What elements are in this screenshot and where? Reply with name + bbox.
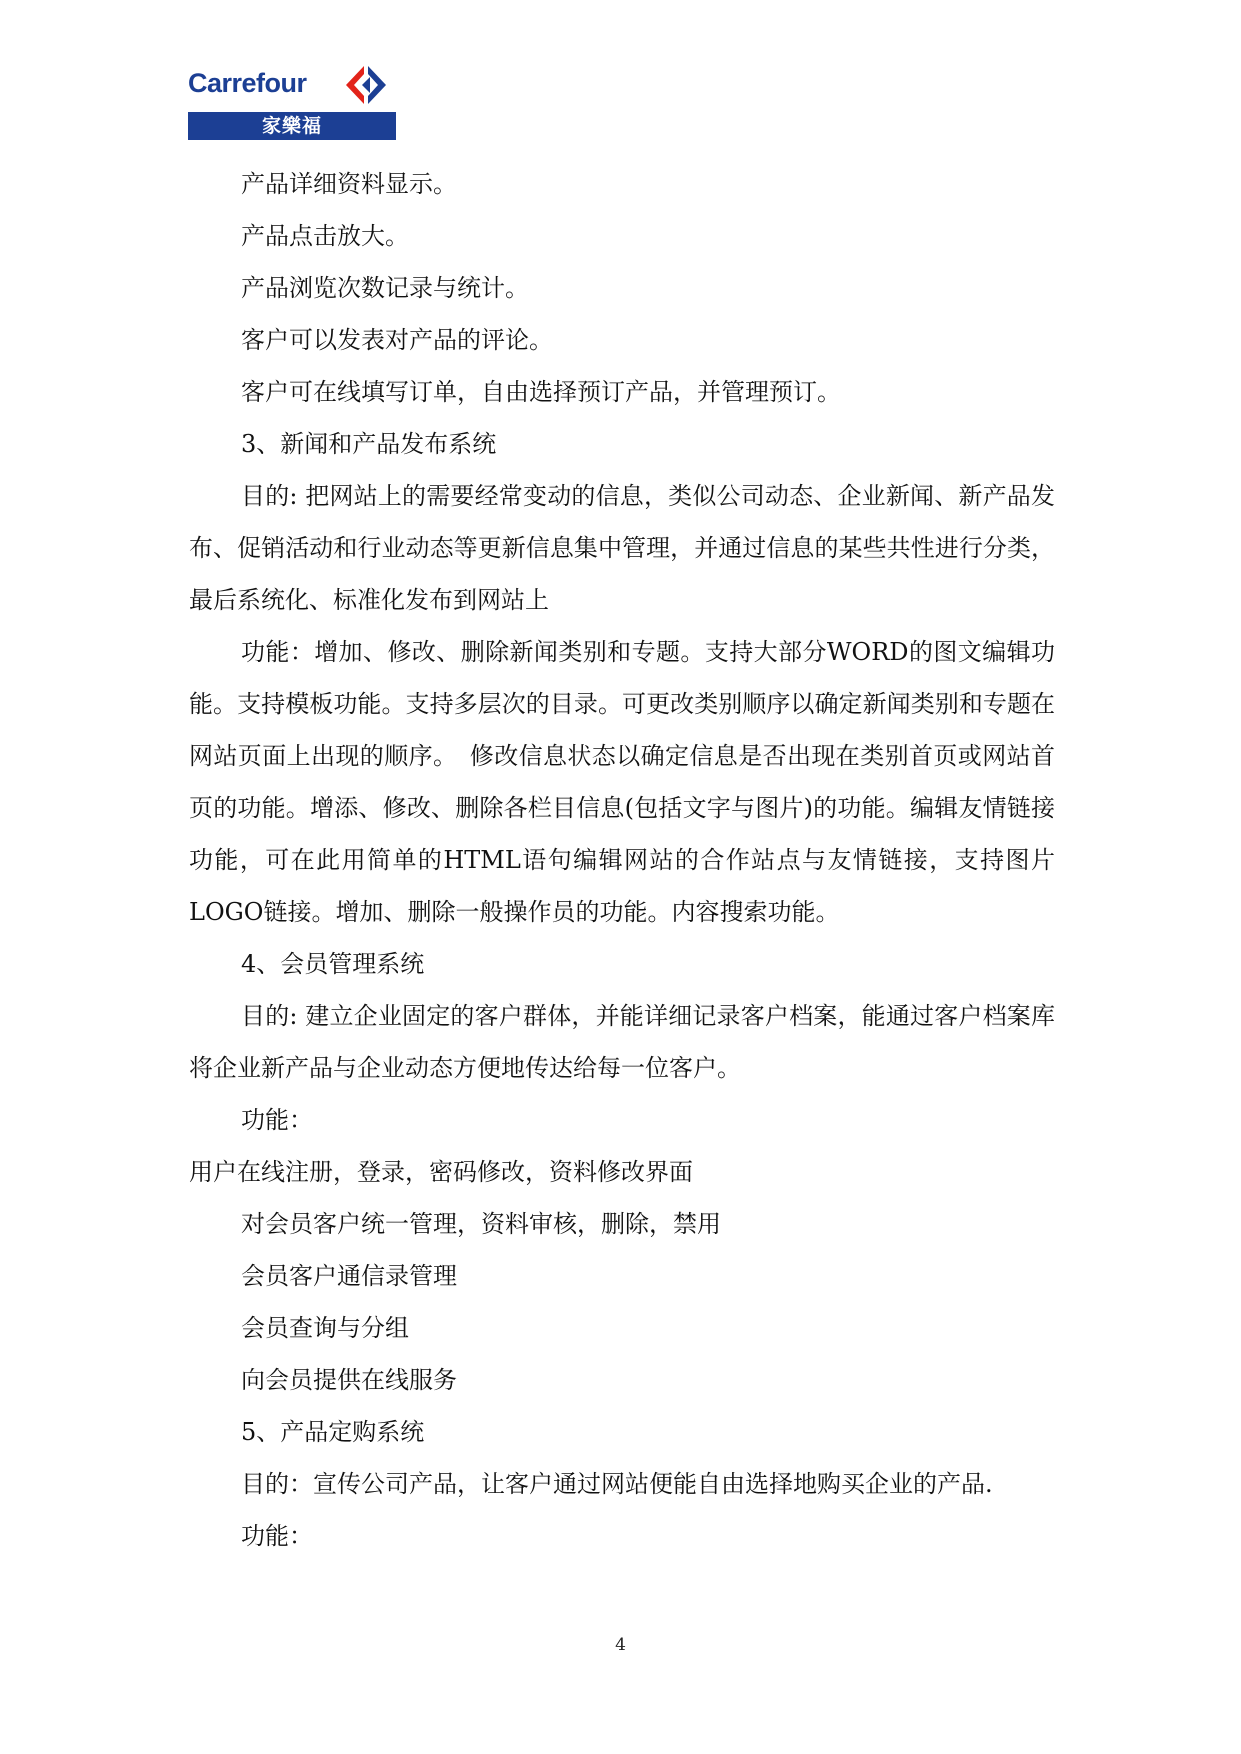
section-heading: 4、会员管理系统 bbox=[241, 950, 425, 978]
paragraph: 目的：宣传公司产品，让客户通过网站便能自由选择地购买企业的产品. bbox=[241, 1470, 993, 1498]
paragraph: 功能： bbox=[241, 1106, 313, 1134]
paragraph: 目的: 建立企业固定的客户群体，并能详细记录客户档案，能通过客户档案库将企业新产品与企业动态方便地传达给每一位客户。 bbox=[189, 1002, 1055, 1082]
paragraph: 向会员提供在线服务 bbox=[241, 1366, 457, 1394]
paragraph: 客户可以发表对产品的评论。 bbox=[241, 326, 553, 354]
page-number: 4 bbox=[615, 1635, 626, 1655]
paragraph: 产品浏览次数记录与统计。 bbox=[241, 274, 529, 302]
section-heading: 5、产品定购系统 bbox=[241, 1418, 425, 1446]
section-heading: 3、新闻和产品发布系统 bbox=[241, 430, 497, 458]
paragraph: 产品点击放大。 bbox=[241, 222, 409, 250]
paragraph: 会员查询与分组 bbox=[241, 1314, 409, 1342]
carrefour-logo bbox=[188, 62, 396, 140]
carrefour-c-icon bbox=[340, 62, 392, 108]
logo-chinese-band: 家樂福 bbox=[188, 112, 396, 140]
paragraph: 功能：增加、修改、删除新闻类别和专题。支持大部分WORD的图文编辑功能。支持模板功能。支持多层次的目录。可更改类别顺序以确定新闻类别和专题在网站页面上出现的顺序。 修改信息状态以确定信息是否出现在类别首页或网站首页的功能。增添、修改、删除各栏目信息(包括文字与图片)的功能。编辑友情链接功能，可在此用简单的HTML语句编辑网站的合作站点与友情链接，支持图片LOGO链接。增加、删除一般操作员的功能。内容搜索功能。 bbox=[189, 638, 1055, 926]
paragraph: 产品详细资料显示。 bbox=[241, 170, 457, 198]
paragraph: 会员客户通信录管理 bbox=[241, 1262, 457, 1290]
paragraph: 用户在线注册，登录，密码修改，资料修改界面 bbox=[189, 1158, 693, 1186]
paragraph: 对会员客户统一管理，资料审核，删除，禁用 bbox=[241, 1210, 721, 1238]
paragraph: 客户可在线填写订单，自由选择预订产品，并管理预订。 bbox=[241, 378, 841, 406]
paragraph: 目的: 把网站上的需要经常变动的信息，类似公司动态、企业新闻、新产品发布、促销活动和行业动态等更新信息集中管理，并通过信息的某些共性进行分类，最后系统化、标准化发布到网站上 bbox=[189, 482, 1055, 614]
logo-wordmark: Carrefour bbox=[188, 68, 307, 98]
document-body bbox=[189, 158, 1055, 1562]
paragraph: 功能： bbox=[241, 1522, 313, 1550]
